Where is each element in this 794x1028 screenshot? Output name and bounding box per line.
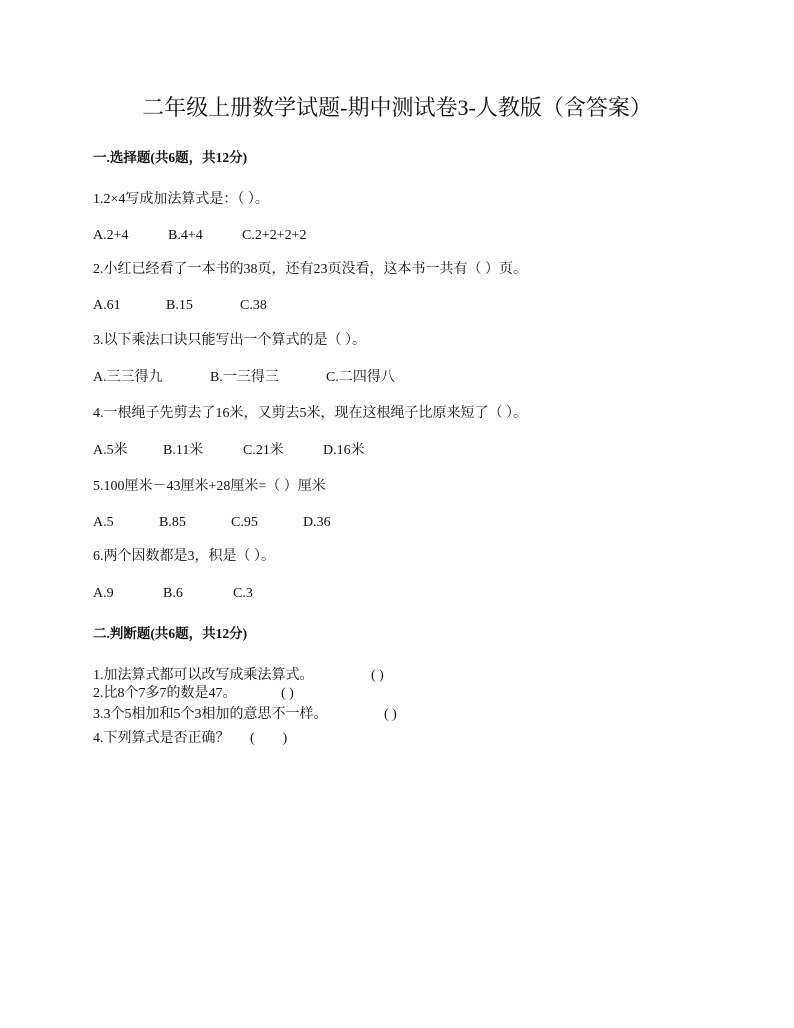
option: A.三三得九 xyxy=(93,370,163,385)
question-stem: 5.100厘米－43厘米+28厘米=（ ）厘米 xyxy=(93,479,326,494)
option: D.36 xyxy=(303,515,331,530)
judgement-stem: 4.下列算式是否正确？ xyxy=(93,731,230,746)
answer-blank: ( ) xyxy=(384,707,397,722)
question-stem: 6.两个因数都是3，积是（ ）。 xyxy=(93,549,275,564)
option: A.9 xyxy=(93,586,114,601)
option: A.5米 xyxy=(93,443,128,458)
answer-blank: ( ) xyxy=(281,686,294,701)
option: B.6 xyxy=(163,586,183,601)
answer-blank: ( ) xyxy=(371,668,384,683)
judgement-stem: 3.3个5相加和5个3相加的意思不一样。 xyxy=(93,707,328,722)
judgement-stem: 1.加法算式都可以改写成乘法算式。 xyxy=(93,668,314,683)
option: C.38 xyxy=(240,298,267,313)
option: C.2+2+2+2 xyxy=(242,228,307,243)
option: B.15 xyxy=(166,298,193,313)
option: B.一三得三 xyxy=(210,370,279,385)
option: B.85 xyxy=(159,515,186,530)
question-stem: 1.2×4写成加法算式是：（ ）。 xyxy=(93,192,269,207)
answer-blank: ( ) xyxy=(250,731,288,746)
option: C.95 xyxy=(231,515,258,530)
option: C.21米 xyxy=(243,443,284,458)
option: A.5 xyxy=(93,515,114,530)
section-heading-judgement: 二.判断题(共6题，共12分) xyxy=(93,626,248,641)
option: C.二四得八 xyxy=(326,370,395,385)
section-heading-choice: 一.选择题(共6题，共12分) xyxy=(93,150,248,165)
option: D.16米 xyxy=(323,443,365,458)
question-stem: 3.以下乘法口诀只能写出一个算式的是（ ）。 xyxy=(93,333,366,348)
option: C.3 xyxy=(233,586,253,601)
question-stem: 4.一根绳子先剪去了16米，又剪去5米，现在这根绳子比原来短了（ ）。 xyxy=(93,406,527,421)
judgement-stem: 2.比8个7多7的数是47。 xyxy=(93,686,237,701)
page-title: 二年级上册数学试题-期中测试卷3-人教版（含答案） xyxy=(142,95,652,120)
option: B.4+4 xyxy=(168,228,203,243)
question-stem: 2.小红已经看了一本书的38页，还有23页没看，这本书一共有（ ）页。 xyxy=(93,262,527,277)
option: A.61 xyxy=(93,298,121,313)
option: A.2+4 xyxy=(93,228,129,243)
option: B.11米 xyxy=(163,443,204,458)
